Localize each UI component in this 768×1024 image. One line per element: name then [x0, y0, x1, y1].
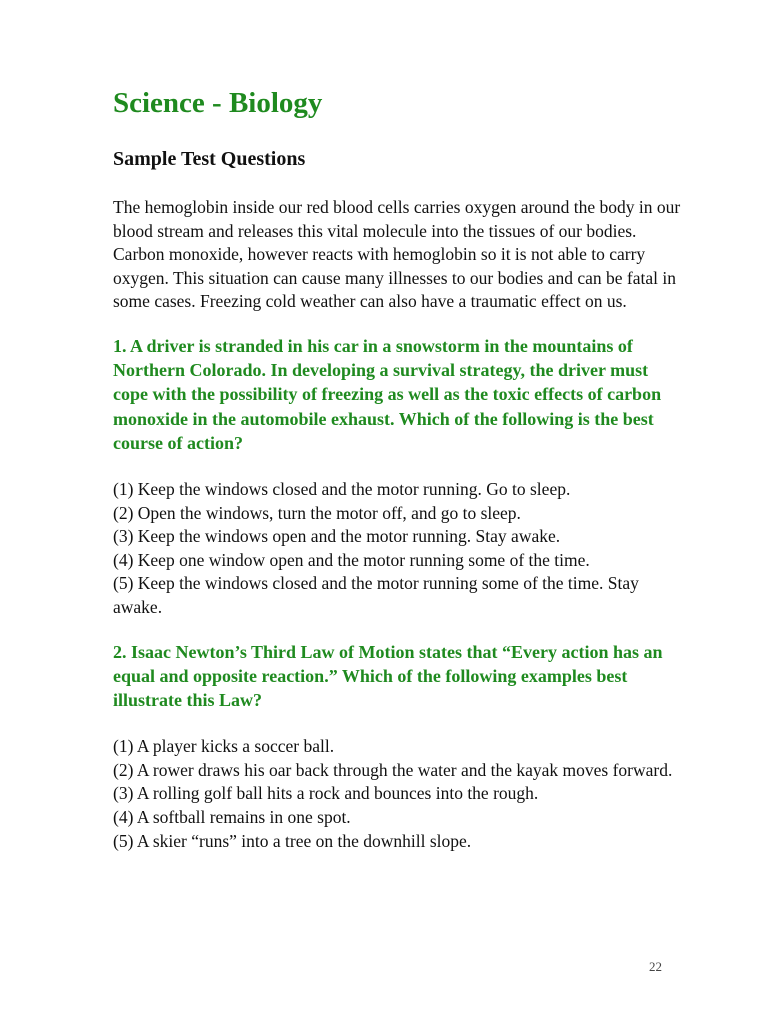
question-1-text: 1. A driver is stranded in his car in a snowstorm in the mountains of Northern Colorado. In developing a survival strategy, the driver must cope with the possibility of freezing as well as the toxic effects of carbon monoxide in the automobile exhaust. Which of the following is the best course of action? — [113, 335, 662, 453]
question-2-option-5: (5) A skier “runs” into a tree on the downhill slope. — [113, 830, 472, 851]
question-2-option-3: (3) A rolling golf ball hits a rock and bounces into the rough. — [113, 783, 539, 804]
question-1-option-4: (4) Keep one window open and the motor running some of the time. — [113, 549, 590, 570]
question-1-option-5: (5) Keep the windows closed and the motor running some of the time. Stay awake. — [113, 573, 639, 617]
question-2-options — [113, 735, 683, 853]
question-1-option-2: (2) Open the windows, turn the motor off, and go to sleep. — [113, 502, 521, 523]
question-2-text: 2. Isaac Newton’s Third Law of Motion states that “Every action has an equal and opposite reaction.” Which of the following examples best illustrate this Law? — [113, 641, 663, 710]
page-title: Science - Biology — [113, 87, 323, 119]
question-1-options — [113, 478, 683, 620]
intro-paragraph: The hemoglobin inside our red blood cells carries oxygen around the body in our blood stream and releases this vital molecule into the tissues of our bodies. Carbon monoxide, however reacts with hemoglobin so it is not able to carry oxygen. This situation can cause many illnesses to our bodies and can be fatal in some cases. Freezing cold weather can also have a traumatic effect on us. — [113, 197, 681, 312]
question-2-option-2: (2) A rower draws his oar back through the water and the kayak moves forward. — [113, 759, 673, 780]
document-page — [113, 86, 683, 873]
question-2-option-4: (4) A softball remains in one spot. — [113, 806, 351, 827]
page-number: 22 — [649, 959, 662, 974]
question-1-option-3: (3) Keep the windows open and the motor running. Stay awake. — [113, 526, 561, 547]
page-subtitle: Sample Test Questions — [113, 148, 306, 170]
question-1-option-1: (1) Keep the windows closed and the motor running. Go to sleep. — [113, 478, 571, 499]
question-2-option-1: (1) A player kicks a soccer ball. — [113, 736, 335, 757]
